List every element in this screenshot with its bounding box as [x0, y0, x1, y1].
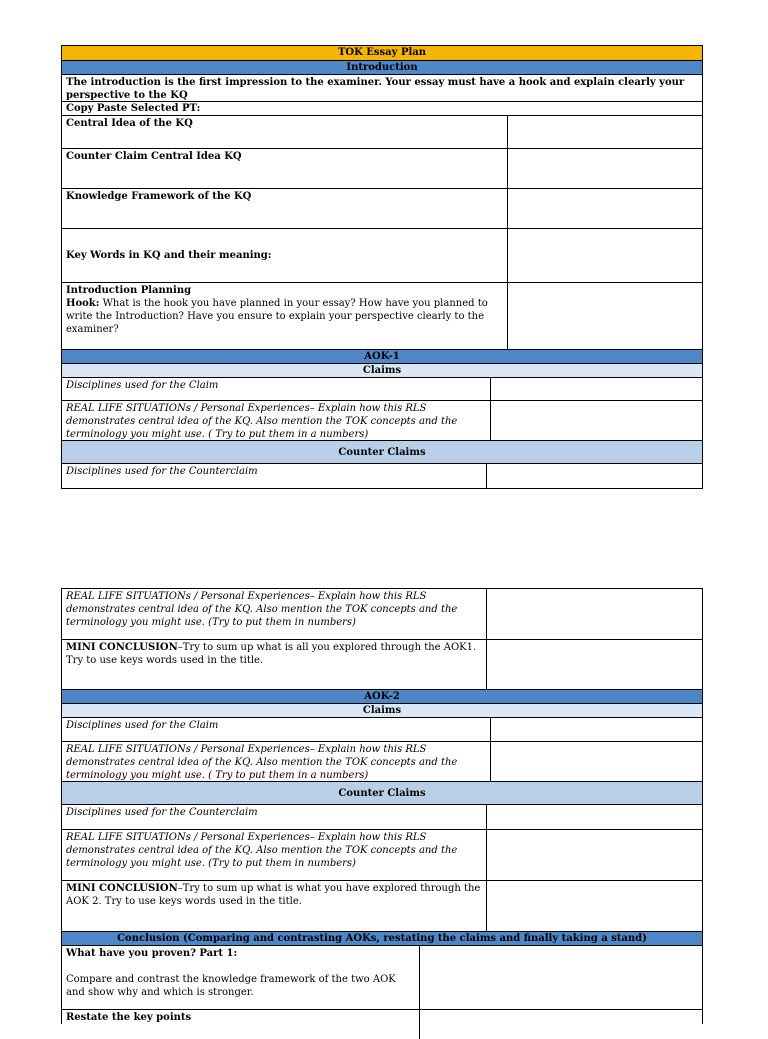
introduction-header: Introduction	[62, 61, 702, 74]
hook-text: What is the hook you have planned in your essay? How have you planned to write the Introduction? Have you ensure to explain your perspective clearly to the examiner?	[66, 298, 488, 335]
aok1-disciplines-claim-answer[interactable]	[491, 378, 702, 400]
aok2-header: AOK-2	[62, 690, 702, 703]
introduction-planning	[62, 283, 508, 349]
hook-label: Hook:	[66, 298, 100, 309]
essay-plan-table-2	[61, 588, 703, 1024]
aok2-counter-claims-header: Counter Claims	[62, 782, 702, 804]
aok1-disciplines-claim: Disciplines used for the Claim	[62, 378, 491, 400]
central-idea-answer[interactable]	[508, 116, 702, 148]
aok1-header: AOK-1	[62, 350, 702, 363]
aok1-rls-claim-answer[interactable]	[491, 401, 702, 440]
aok2-rls-counter-answer[interactable]	[487, 830, 702, 880]
aok2-mini-conclusion	[62, 881, 487, 931]
key-words-label	[62, 229, 508, 282]
aok1-disciplines-counter-answer[interactable]	[487, 464, 702, 488]
aok2-mini-label: MINI CONCLUSION	[66, 883, 178, 894]
conclusion-part1-text: Compare and contrast the knowledge framework of the two AOK and show why and which is stronger.	[66, 974, 396, 998]
introduction-planning-answer[interactable]	[508, 283, 702, 349]
central-idea-label: Central Idea of the KQ	[62, 116, 508, 148]
counter-claim-label: Counter Claim Central Idea KQ	[62, 149, 508, 188]
aok2-mini-conclusion-answer[interactable]	[487, 881, 702, 931]
aok1-rls-counter: REAL LIFE SITUATIONs / Personal Experiences– Explain how this RLS demonstrates central idea of the KQ. Also mention the TOK concepts and the terminology you might use. (Try to put them in numbers)	[62, 589, 487, 639]
aok2-disciplines-counter-answer[interactable]	[487, 805, 702, 829]
aok1-mini-conclusion	[62, 640, 487, 689]
aok2-disciplines-claim: Disciplines used for the Claim	[62, 718, 491, 741]
conclusion-part1-answer[interactable]	[420, 946, 702, 1009]
conclusion-restate-answer[interactable]	[420, 1010, 702, 1039]
aok2-disciplines-claim-answer[interactable]	[491, 718, 702, 741]
counter-claim-answer[interactable]	[508, 149, 702, 188]
aok1-rls-counter-answer[interactable]	[487, 589, 702, 639]
plan-title: TOK Essay Plan	[62, 46, 702, 60]
conclusion-restate	[62, 1010, 420, 1039]
conclusion-restate-title: Restate the key points	[66, 1012, 192, 1023]
intro-description: The introduction is the first impression to the examiner. Your essay must have a hook and explain clearly your perspective to the KQ	[66, 77, 685, 101]
conclusion-part1	[62, 946, 420, 1009]
conclusion-part1-title: What have you proven? Part 1:	[66, 948, 238, 959]
knowledge-framework-answer[interactable]	[508, 189, 702, 228]
aok2-rls-claim: REAL LIFE SITUATIONs / Personal Experiences– Explain how this RLS demonstrates central idea of the KQ. Also mention the TOK concepts and the terminology you might use. ( Try to put them in a numbers)	[62, 742, 491, 781]
aok2-rls-counter: REAL LIFE SITUATIONs / Personal Experiences– Explain how this RLS demonstrates central idea of the KQ. Also mention the TOK concepts and the terminology you might use. (Try to put them in numbers)	[62, 830, 487, 880]
copy-paste-label: Copy Paste Selected PT:	[66, 103, 201, 114]
knowledge-framework-label: Knowledge Framework of the KQ	[62, 189, 508, 228]
aok1-mini-conclusion-answer[interactable]	[487, 640, 702, 689]
aok1-mini-label: MINI CONCLUSION	[66, 642, 178, 653]
aok1-mini-text: –Try to sum up what is all you explored through the AOK1. Try to use keys words used in the title.	[66, 642, 477, 666]
essay-plan-table-1	[61, 45, 703, 489]
key-words-text: Key Words in KQ and their meaning:	[66, 250, 272, 261]
aok1-counter-claims-header: Counter Claims	[62, 441, 702, 463]
aok2-claims-header: Claims	[62, 704, 702, 717]
key-words-answer[interactable]	[508, 229, 702, 282]
aok1-claims-header: Claims	[62, 364, 702, 377]
aok2-rls-claim-answer[interactable]	[491, 742, 702, 781]
aok2-mini-text: –Try to sum up what is what you have explored through the AOK 2. Try to use keys words used in the title.	[66, 883, 481, 907]
conclusion-header: Conclusion (Comparing and contrasting AOKs, restating the claims and finally taking a stand)	[62, 932, 702, 945]
aok1-rls-claim: REAL LIFE SITUATIONs / Personal Experiences– Explain how this RLS demonstrates central idea of the KQ. Also mention the TOK concepts and the terminology you might use. ( Try to put them in a numbers)	[62, 401, 491, 440]
aok1-disciplines-counter: Disciplines used for the Counterclaim	[62, 464, 487, 488]
aok2-disciplines-counter: Disciplines used for the Counterclaim	[62, 805, 487, 829]
intro-planning-title: Introduction Planning	[66, 285, 192, 296]
